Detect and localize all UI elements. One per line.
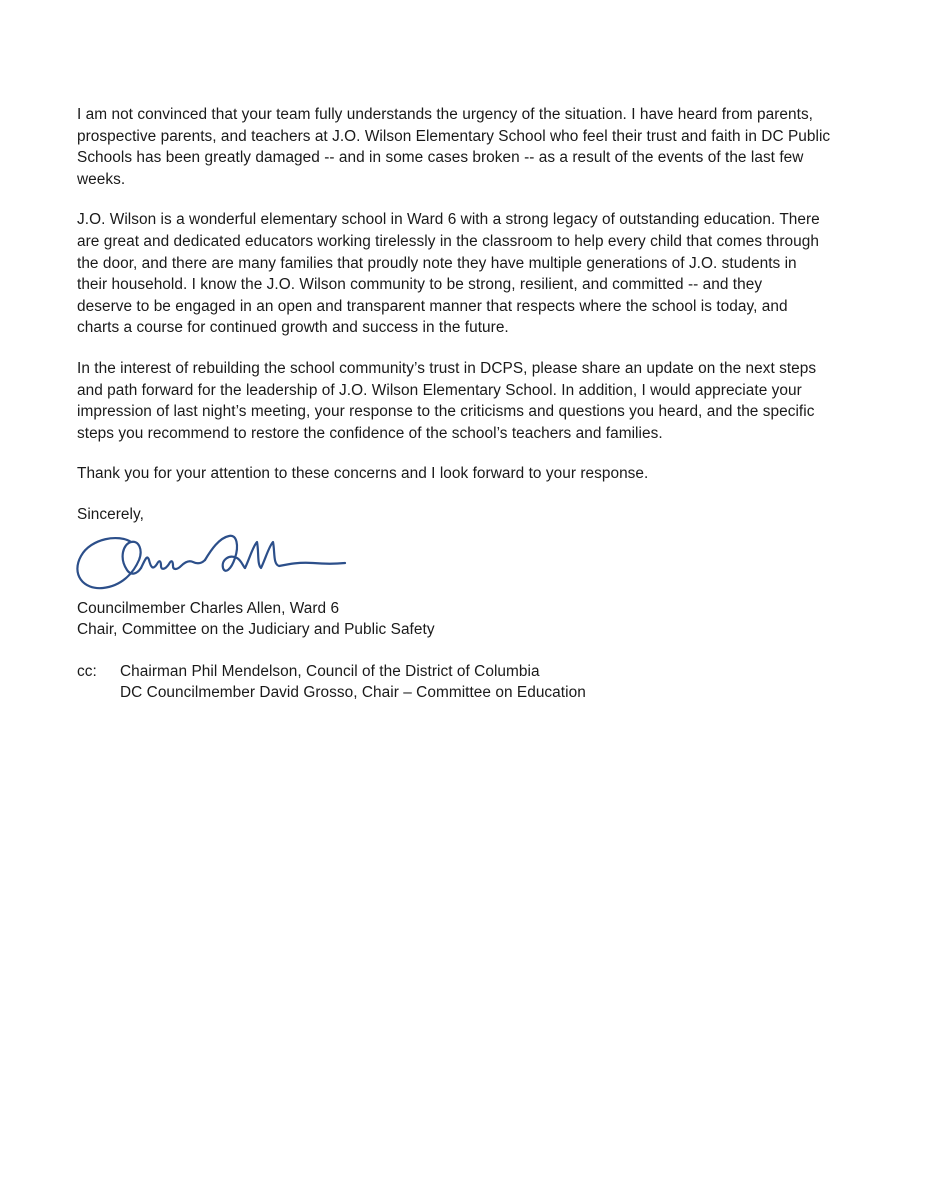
- paragraph-school-praise: J.O. Wilson is a wonderful elementary school in Ward 6 with a strong legacy of outstanding education. There are great and dedicated educators working tirelessly in the classroom to help every child that comes through the door, and there are many families that proudly note they have multiple generations of J.O. students in their household. I know the J.O. Wilson community to be strong, resilient, and committed -- and they deserve to be engaged in an open and transparent manner that respects where the school is today, and charts a course for continued growth and success in the future.: [77, 211, 820, 337]
- cc-list: [120, 661, 586, 704]
- paragraph-thanks: Thank you for your attention to these concerns and I look forward to your response.: [77, 465, 649, 483]
- letter-body: [77, 104, 867, 704]
- signer-name: Councilmember Charles Allen, Ward 6: [77, 599, 340, 617]
- cc-recipient: DC Councilmember David Grosso, Chair – Committee on Education: [120, 684, 586, 702]
- closing-salutation: Sincerely,: [77, 505, 144, 523]
- cc-block: [77, 661, 867, 704]
- signature-drawing: [69, 530, 369, 598]
- cc-label: cc:: [77, 662, 97, 680]
- cc-recipient: Chairman Phil Mendelson, Council of the District of Columbia: [120, 662, 540, 680]
- handwritten-signature: [69, 530, 369, 598]
- paragraph-urgency: I am not convinced that your team fully understands the urgency of the situation. I have heard from parents, prospective parents, and teachers at J.O. Wilson Elementary School who feel their trust and faith in DC Public Schools has been greatly damaged -- and in some cases broken -- as a result of the events of the last few weeks.: [77, 106, 831, 188]
- signer-title: Chair, Committee on the Judiciary and Public Safety: [77, 621, 435, 639]
- paragraph-request: In the interest of rebuilding the school community’s trust in DCPS, please share an update on the next steps and path forward for the leadership of J.O. Wilson Elementary School. In addition, I would appreciate your impression of last night’s meeting, your response to the criticisms and questions you heard, and the specific steps you recommend to restore the confidence of the school’s teachers and families.: [77, 359, 817, 442]
